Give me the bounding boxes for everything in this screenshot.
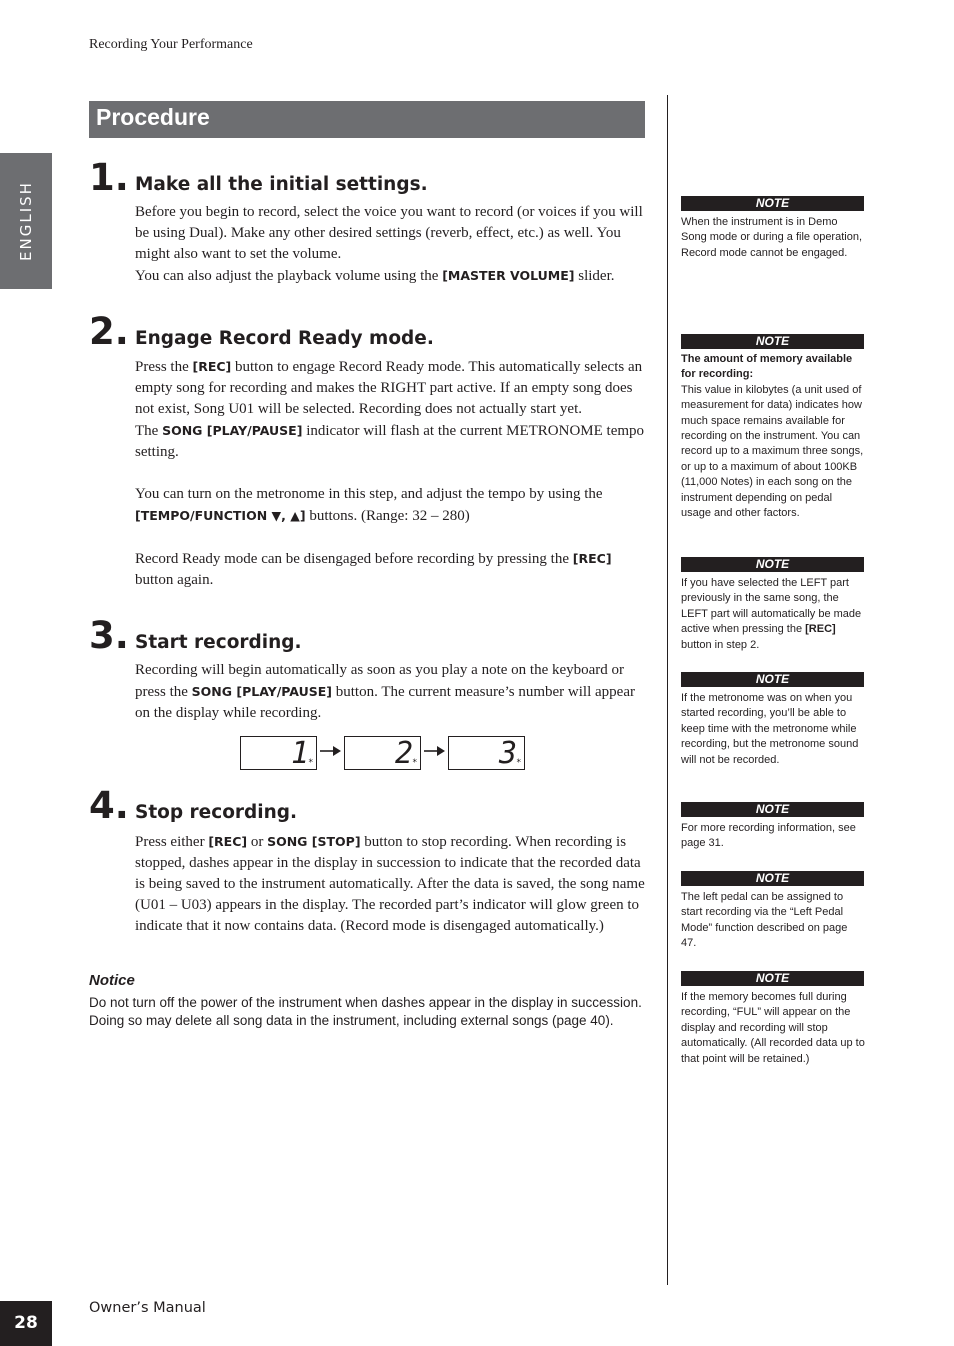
note-text: When the instrument is in Demo Song mode or during a file operation, Record mode cannot be engaged. bbox=[681, 216, 863, 259]
lcd-digit: 3 bbox=[498, 736, 516, 771]
note-label-bar: NOTE bbox=[681, 557, 864, 572]
note-label-bar: NOTE bbox=[681, 802, 864, 817]
rec-key: [REC] bbox=[208, 834, 248, 849]
notice-text: Do not turn off the power of the instrument when dashes appear in the display in succession. Doing so may delete all song data in the instrument, including external songs (page 40). bbox=[89, 995, 642, 1028]
section-header bbox=[89, 101, 645, 138]
note-label-bar: NOTE bbox=[681, 871, 864, 886]
note-text: If the metronome was on when you started recording, you’ll be able to keep time with the metronome while recording, but the metronome sound will not be recorded. bbox=[681, 692, 859, 766]
note-label-bar: NOTE bbox=[681, 196, 864, 211]
step-3-paragraph: Recording will begin automatically as soon as you play a note on the keyboard or press the SONG [PLAY/PAUSE] button. The current measure’s number will appear on the display while recording. bbox=[135, 662, 635, 721]
step-3-body bbox=[135, 660, 645, 724]
section-title: Procedure bbox=[96, 104, 210, 130]
language-tab-label: ENGLISH bbox=[17, 181, 35, 261]
note-text: For more recording information, see page 31. bbox=[681, 822, 856, 850]
lcd-digit: 1 bbox=[290, 736, 308, 771]
note-body: This value in kilobytes (a unit used of measurement for data) indicates how much space remains available for recording on the instrument. You can record up to a maximum three songs, or up to a maximum of about 100KB (11,000 Notes) in each song on the instrument depending on pedal usage and other factors. bbox=[681, 383, 864, 520]
lcd-dot: * bbox=[308, 758, 313, 768]
song-play-pause-key: SONG [PLAY/PAUSE] bbox=[191, 684, 333, 699]
step-4-paragraph: Press either [REC] or SONG [STOP] button to stop recording. When recording is stopped, dashes appear in the display in succession to indicate that the recorded data is being saved to the instrument automatically. After the data is saved, the song name (U01 – U03) appears in the display. The recorded part’s indicator will glow green to indicate that it now contains data. (Record mode is disengaged automatically.) bbox=[135, 834, 645, 934]
lcd-digit: 2 bbox=[394, 736, 412, 771]
note-label-bar: NOTE bbox=[681, 672, 864, 687]
lcd-display-3 bbox=[448, 736, 525, 770]
step-2-body bbox=[135, 356, 645, 591]
language-tab bbox=[0, 153, 52, 289]
note-text: If the memory becomes full during recording, “FUL” will appear on the display and recording will stop automatically. (All recorded data up to that point will be retained.) bbox=[681, 991, 865, 1065]
step-2-paragraph-4: Record Ready mode can be disengaged before recording by pressing the [REC] button again. bbox=[135, 551, 612, 588]
note-title: The amount of memory available for recording: bbox=[681, 353, 853, 381]
running-head: Recording Your Performance bbox=[89, 37, 253, 52]
step-3-heading: Start recording. bbox=[135, 632, 302, 653]
step-2-paragraph-1: Press the [REC] button to engage Record Ready mode. This automatically selects an empty song for recording and makes the RIGHT part active. If an empty song does not exist, Song U01 will be selected. Recording does not actually start yet. bbox=[135, 359, 643, 417]
step-2-paragraph-2: The SONG [PLAY/PAUSE] indicator will flash at the current METRONOME tempo setting. bbox=[135, 423, 645, 460]
step-1-number: 1. bbox=[89, 156, 129, 199]
step-4-body bbox=[135, 831, 645, 937]
page-number: 28 bbox=[14, 1313, 38, 1333]
note-text bbox=[681, 352, 865, 521]
note-text: The left pedal can be assigned to start recording via the “Left Pedal Mode” function described on page 47. bbox=[681, 891, 848, 950]
lcd-display-1 bbox=[240, 736, 317, 770]
step-1-paragraph: Before you begin to record, select the voice you want to record (or voices if you will be using Dual). Make any other desired settings (reverb, effect, etc.) as well. You might also want to set the volume. bbox=[135, 204, 643, 262]
step-2-number: 2. bbox=[89, 310, 129, 353]
page-number-box bbox=[0, 1301, 52, 1346]
step-1-heading: Make all the initial settings. bbox=[135, 174, 428, 195]
step-2-heading: Engage Record Ready mode. bbox=[135, 328, 434, 349]
rec-key: [REC] bbox=[805, 623, 836, 636]
column-divider bbox=[667, 95, 668, 1285]
master-volume-key: [MASTER VOLUME] bbox=[442, 268, 575, 283]
arrow-right-icon bbox=[320, 744, 341, 758]
note-label-bar: NOTE bbox=[681, 334, 864, 349]
tempo-function-key: [TEMPO/FUNCTION ▼, ▲] bbox=[135, 508, 306, 523]
song-stop-key: SONG [STOP] bbox=[267, 834, 361, 849]
step-1-paragraph-2: You can also adjust the playback volume using the [MASTER VOLUME] slider. bbox=[135, 268, 615, 284]
song-play-pause-key: SONG [PLAY/PAUSE] bbox=[162, 423, 303, 438]
note-label-bar: NOTE bbox=[681, 971, 864, 986]
rec-key: [REC] bbox=[572, 551, 612, 566]
step-4-heading: Stop recording. bbox=[135, 802, 298, 823]
footer-label: Owner’s Manual bbox=[89, 1300, 206, 1316]
step-3-number: 3. bbox=[89, 614, 129, 657]
arrow-right-icon bbox=[424, 744, 445, 758]
step-1-body bbox=[135, 202, 645, 287]
step-4-number: 4. bbox=[89, 784, 129, 827]
lcd-dot: * bbox=[412, 758, 417, 768]
rec-key: [REC] bbox=[192, 359, 232, 374]
note-text: If you have selected the LEFT part previously in the same song, the LEFT part will automatically be made active when pressing the [REC] button in step 2. bbox=[681, 577, 862, 651]
step-2-paragraph-3: You can turn on the metronome in this step, and adjust the tempo by using the [TEMPO/FUNCTION ▼, ▲] buttons. (Range: 32 – 280) bbox=[135, 486, 603, 524]
notice-title: Notice bbox=[89, 972, 135, 989]
lcd-display-2 bbox=[344, 736, 421, 770]
lcd-dot: * bbox=[516, 758, 521, 768]
